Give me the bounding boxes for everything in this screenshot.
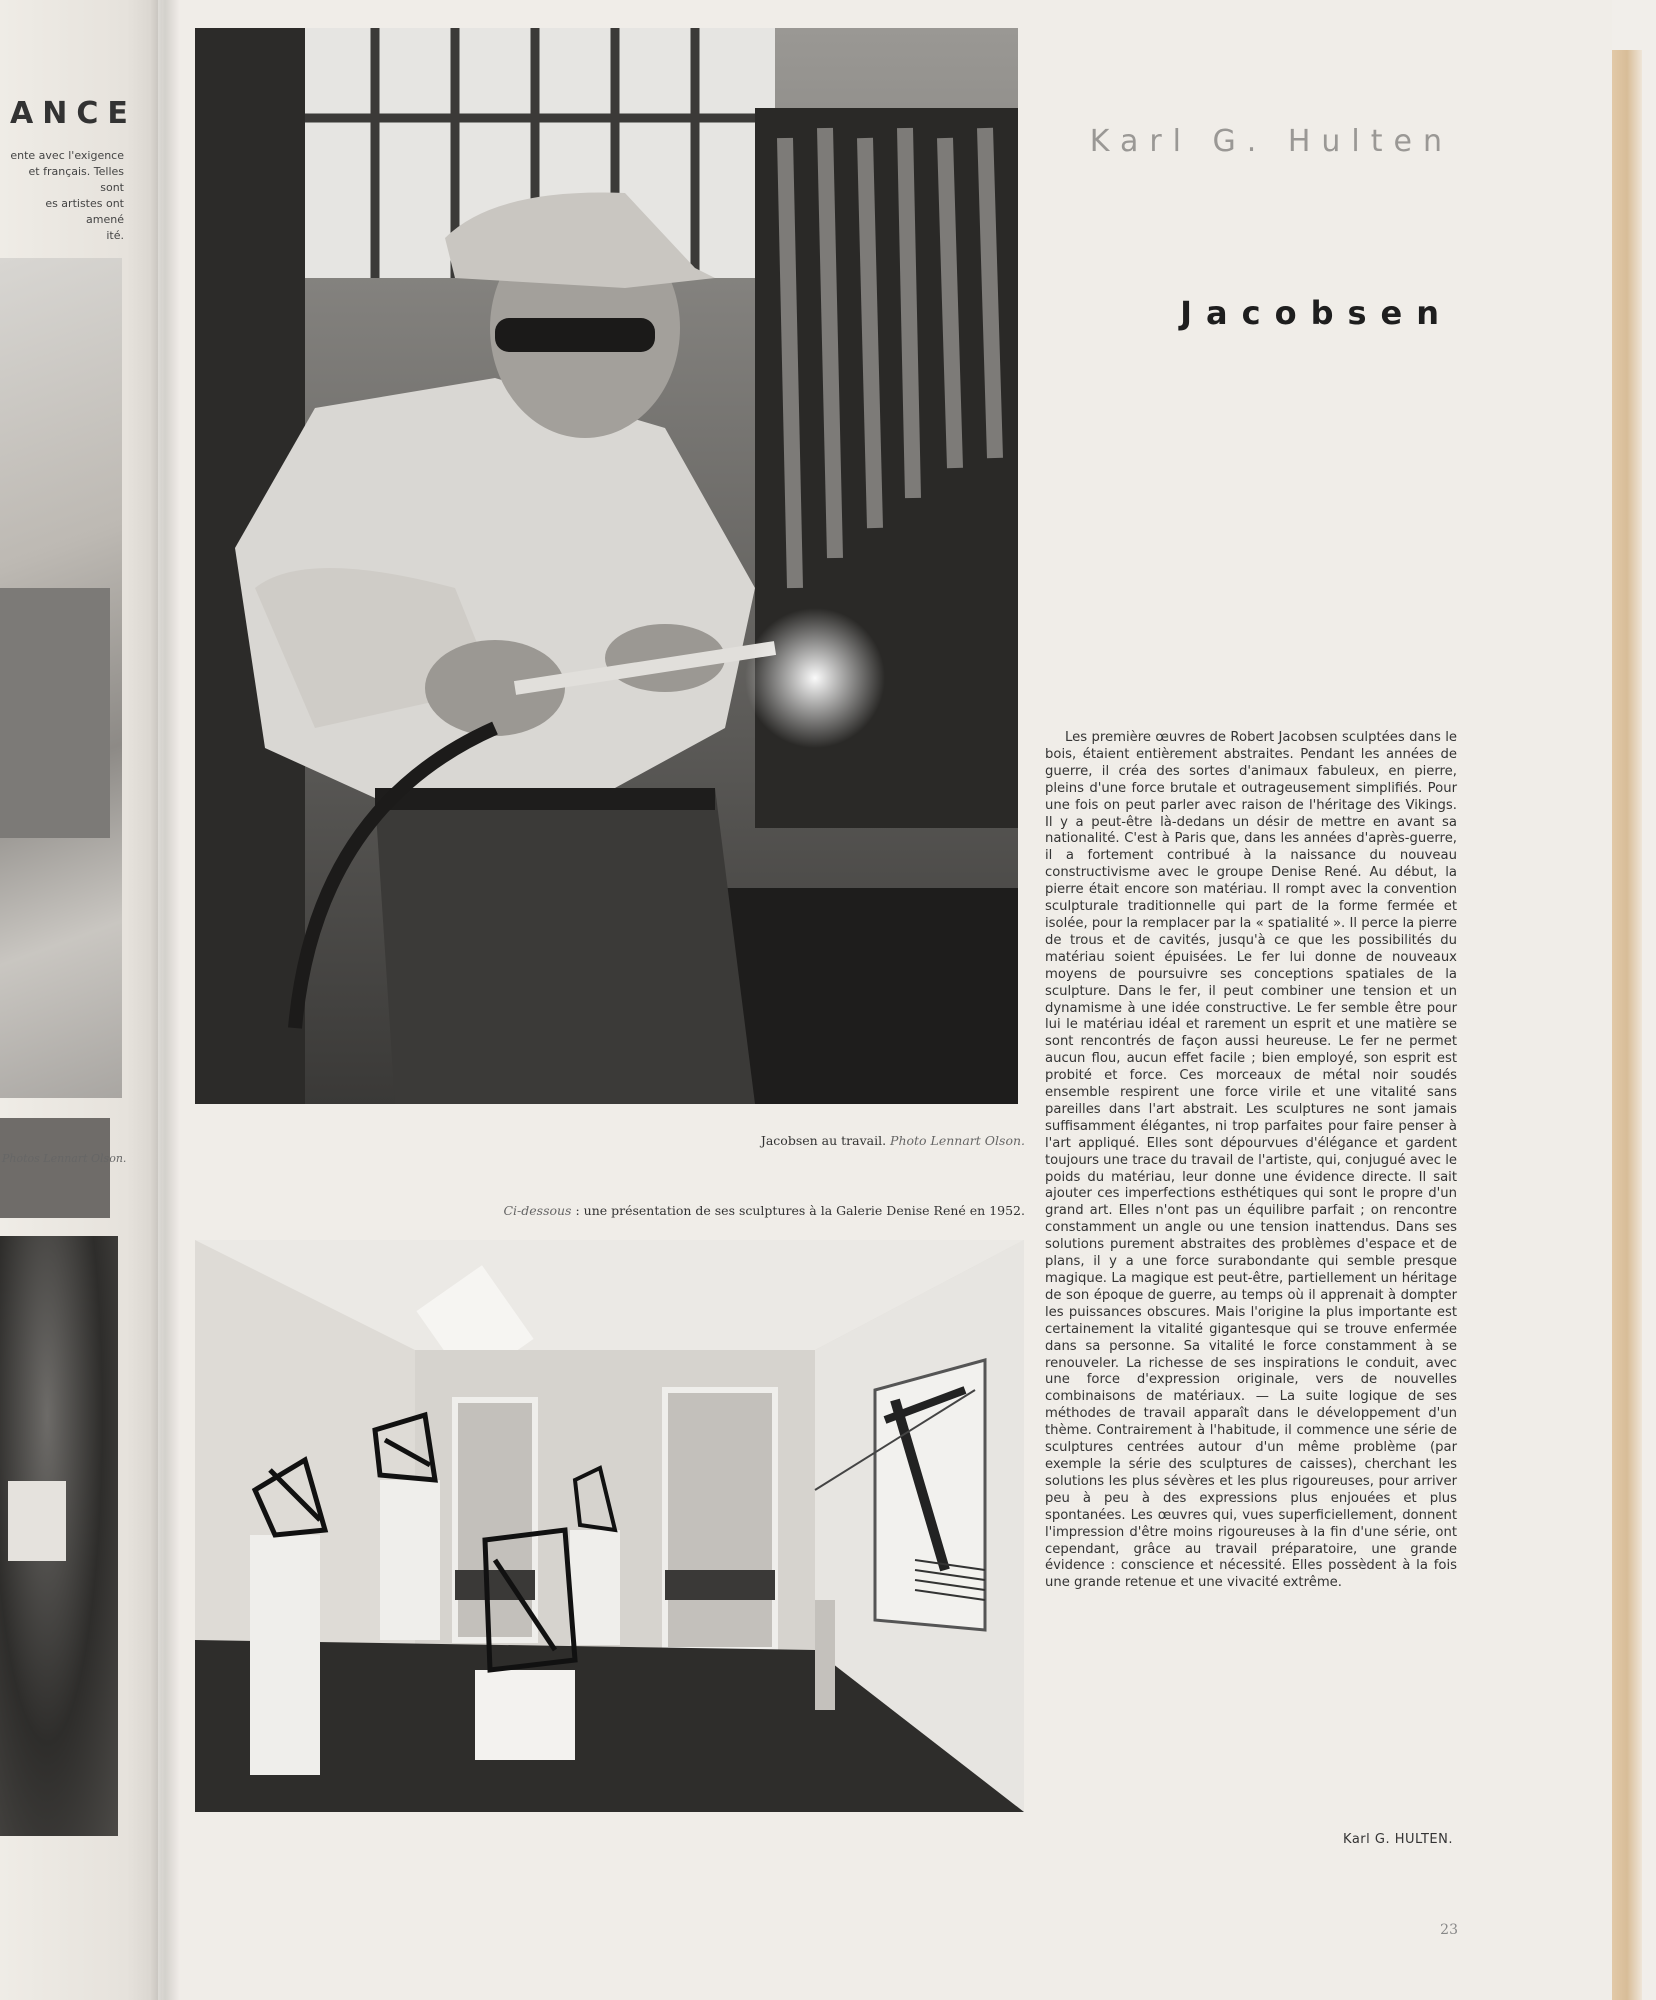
article-body: Les première œuvres de Robert Jacobsen sculptées dans le bois, étaient entièrement abstraites. Pendant les années de guerre, il créa des sortes d'animaux fabuleux, en pierre, pleins d'une force brutale et outrageusement simplifiés. Pour une fois on peut parler avec raison de l'héritage des Vikings. Il y a peut-être là-dedans un désir de mettre en avant sa nationalité. C'est à Paris que, dans les années d'après-guerre, il a fortement contribué à la naissance du nouveau constructivisme avec le groupe Denise René. Au début, la pierre était encore son matériau. Il rompt avec la convention sculpturale traditionnelle qui part de la forme fermée et isolée, pour la remplacer par la « spatialité ». Il perce la pierre de trous et de cavités, jusqu'à ce que les possibilités du matériau soient épuisées. Le fer lui donne de nouveaux moyens de poursuivre ses conceptions spatiales de la sculpture. Dans le fer, il peut combiner une tension et un dynamisme à une idée constructive. Le fer semble être pour lui le matériau idéal et rarement un esprit et une matière se sont rencontrés de façon aussi heureuse. Le fer ne permet aucun flou, aucun effet facile ; bien employé, son esprit est probité et force. Ces morceaux de métal noir soudés ensemble respirent une force virile et une vitalité sans pareilles dans l'art abstrait. Les sculptures ne sont jamais suffisamment élégantes, ni trop parfaites pour faire penser à l'art appliqué. Elles sont dépourvues d'élégance et gardent toujours une trace du travail de l'artiste, qui, conjugué avec le poids du matériau, leur donne une évidence directe. Il sait ajouter ces imperfections esthétiques qui sont le propre d'un grand art. Elles n'ont pas un équilibre parfait ; on rencontre constamment un angle ou une tension inattendus. Dans ses solutions purement abstraites des problèmes d'espace et de plans, il y a une force surabondante qui semble presque magique. La magique est peut-être, partiellement un héritage de son époque de guerre, au temps où il apprenait à dompter les puissances obscures. Mais l'origine la plus importante est certainement la vitalité gigantesque qui se trouve enfermée dans sa personne. Sa vitalité le force constamment à se renouveler. La richesse de ses inspirations le conduit, avec une force d'expression originale, vers de nouvelles combinaisons de matériaux. — La suite logique de ses méthodes de travail apparaît dans le développement d'un thème. Contrairement à l'habitude, il commence une série de sculptures centrées autour d'un même problème (par exemple la série des sculptures de caisses), cherchant les solutions les plus sévères et les plus rigoureuses, pour arriver peu à peu à des expressions plus enjouées et plus spontanées. Les œuvres qui, vues superficiellement, donnent l'impression d'être moins rigoureuses à la fin d'une série, ont cependant, grâce au travail préparatoire, une grande évidence : conscience et nécessité. Elles possèdent à la fois une grande retenue et une vivacité extrême.	[1045, 730, 1457, 1591]
caption-text: Jacobsen au travail.	[760, 1133, 891, 1148]
left-page-text-line: ité.	[106, 229, 124, 242]
photo-caption-top	[600, 1133, 1025, 1148]
caption-text: : une présentation de ses sculptures à la Galerie Denise René en 1952.	[571, 1203, 1025, 1218]
left-page-photo-garden	[0, 1236, 118, 1836]
left-page-text-line: es artistes ont amené	[45, 197, 124, 226]
photo-caption-bottom	[380, 1203, 1025, 1218]
page-edges	[1612, 50, 1642, 2000]
left-page-photo-painting	[0, 258, 122, 1098]
left-page-text-line: ente avec l'exigence	[10, 149, 124, 162]
caption-lead: Ci-dessous	[503, 1203, 572, 1218]
article-title: Jacobsen	[1180, 294, 1453, 332]
page-number: 23	[1440, 1922, 1458, 1938]
photo-credit: Photo Lennart Olson.	[890, 1133, 1025, 1148]
left-page-photo-credit: Photos Lennart Olson.	[2, 1152, 127, 1165]
left-page-text-line: et français. Telles sont	[28, 165, 124, 194]
article-signature: Karl G. HULTEN.	[1343, 1832, 1453, 1847]
photo-galerie-denise-rene	[195, 1240, 1024, 1812]
left-page-text-fragment	[6, 148, 124, 244]
book-gutter	[150, 0, 180, 2000]
author-header: Karl G. Hulten	[1089, 124, 1453, 159]
photo-jacobsen-at-work	[195, 28, 1018, 1104]
left-page-heading: ANCE	[10, 96, 137, 131]
